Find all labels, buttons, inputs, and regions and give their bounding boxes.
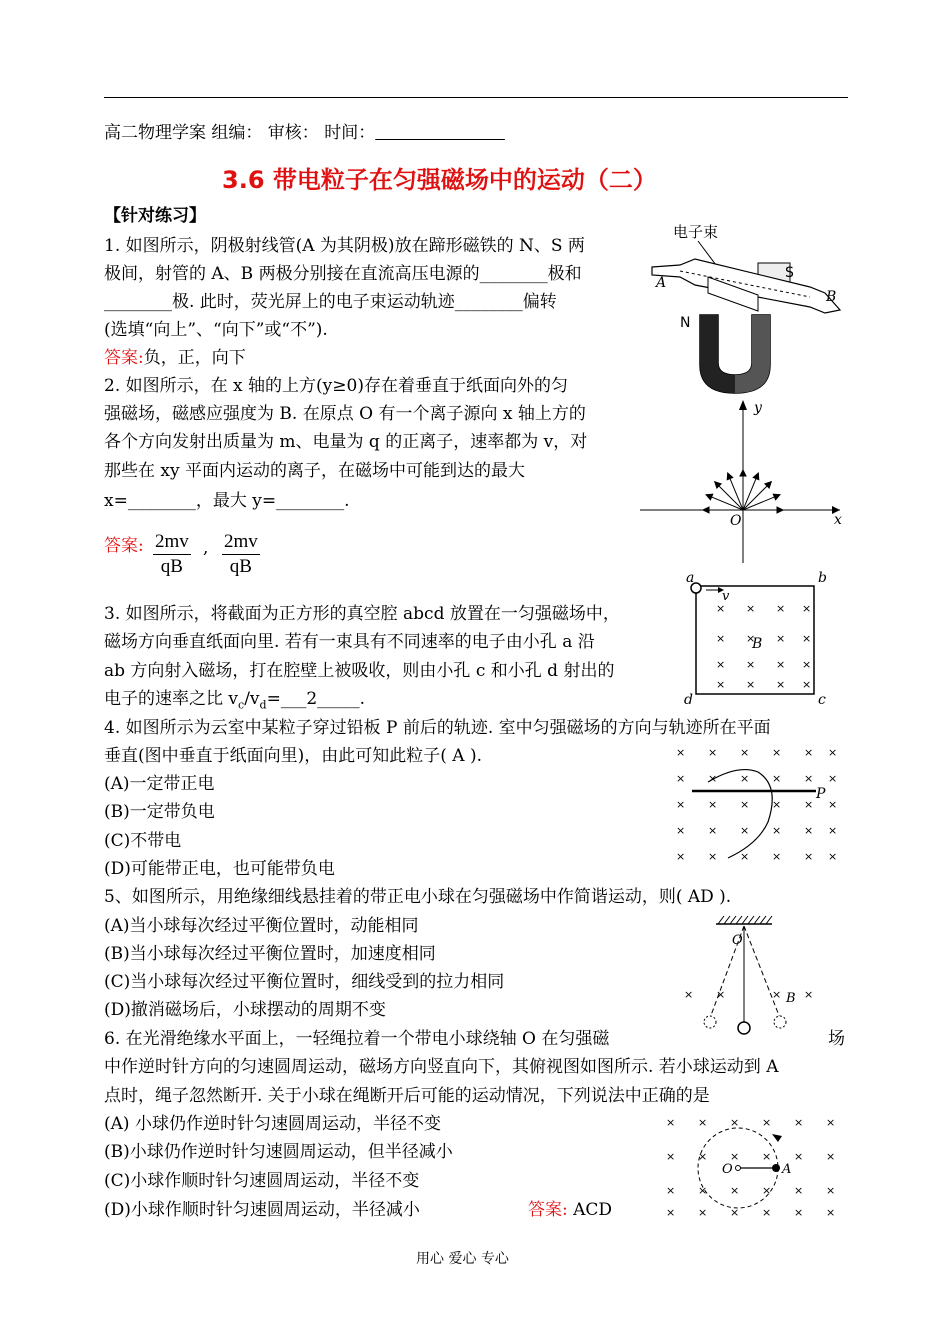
field-cross: × [676, 772, 686, 785]
field-cross: × [762, 1116, 772, 1129]
field-cross: × [804, 850, 814, 863]
label-O: O [732, 933, 743, 948]
answer-label: 答案: [104, 348, 144, 368]
q4-option-a: (A)一定带正电 [104, 774, 215, 794]
field-cross: × [666, 1206, 676, 1219]
label-P: P [816, 786, 826, 802]
label-d: d [684, 692, 693, 708]
q6-option-c: (C)小球作顺时针匀速圆周运动，半径不变 [104, 1171, 420, 1191]
field-cross: × [802, 602, 812, 615]
q2-line2: 强磁场，磁感应强度为 B. 在原点 O 有一个离子源向 x 轴上方的 [104, 404, 586, 424]
label-A: A [656, 275, 667, 291]
field-cross: × [740, 746, 750, 759]
field-cross: × [826, 1150, 836, 1163]
field-cross: × [794, 1116, 804, 1129]
page-footer: 用心 爱心 专心 [416, 1251, 509, 1267]
q3-line4: 电子的速率之比 $v_c/v_d=\_\_\_2\_\_\_\_\_$. [104, 689, 366, 712]
label-v: v [722, 589, 730, 604]
field-cross: × [746, 632, 756, 645]
header-time-blank [375, 123, 505, 143]
header-line: 高二物理学案 组编： 审核： 时间： [104, 123, 505, 143]
field-cross: × [746, 602, 756, 615]
field-cross: × [772, 746, 782, 759]
field-cross: × [698, 1116, 708, 1129]
field-cross: × [746, 678, 756, 691]
field-cross: × [826, 1206, 836, 1219]
field-cross: × [740, 824, 750, 837]
q5-option-b: (B)当小球每次经过平衡位置时，加速度相同 [104, 944, 436, 964]
label-N: N [680, 315, 691, 331]
page-title: 3.6 带电粒子在匀强磁场中的运动（二） [222, 166, 657, 194]
q1-line4: (选填“向上”、“向下”或“不”). [104, 320, 328, 340]
arrow-head [706, 494, 713, 500]
field-cross: × [776, 678, 786, 691]
field-cross: × [708, 798, 718, 811]
label-O: O [722, 1162, 733, 1177]
field-cross: × [828, 746, 838, 759]
q5-option-d: (D)撤消磁场后，小球摆动的周期不变 [104, 1000, 386, 1020]
q2-line1: 2. 如图所示，在 x 轴的上方(y≥0)存在着垂直于纸面向外的匀 [104, 376, 568, 396]
q4-option-d: (D)可能带正电，也可能带负电 [104, 859, 335, 879]
field-cross: × [740, 798, 750, 811]
field-cross: × [730, 1184, 740, 1197]
q6-line1a: 6. 在光滑绝缘水平面上，一轻绳拉着一个带电小球绕轴 O 在匀强磁 [104, 1029, 610, 1049]
q1-figure-crt-magnet [640, 215, 850, 395]
field-cross: × [762, 1206, 772, 1219]
label-beam: 电子束 [673, 223, 719, 241]
q3-line1: 3. 如图所示，将截面为正方形的真空腔 abcd 放置在一匀强磁场中， [104, 604, 620, 624]
field-cross: × [828, 850, 838, 863]
field-cross: × [666, 1150, 676, 1163]
field-cross: × [676, 746, 686, 759]
field-cross: × [802, 632, 812, 645]
q1-answer: 答案:负，正，向下 [104, 348, 246, 368]
field-cross: × [716, 632, 726, 645]
q2-line3: 各个方向发射出质量为 m、电量为 q 的正离子，速率都为 v，对 [104, 432, 588, 452]
field-cross: × [716, 988, 726, 1001]
section-heading: 【针对练习】 [104, 206, 206, 226]
q4-line2: 垂直(图中垂直于纸面向里)，由此可知此粒子( A ). [104, 746, 483, 766]
label-y: y [754, 400, 762, 416]
field-cross: × [684, 988, 694, 1001]
field-cross: × [716, 678, 726, 691]
label-B: B [826, 289, 837, 305]
field-cross: × [666, 1184, 676, 1197]
field-cross: × [828, 798, 838, 811]
q4-option-c: (C)不带电 [104, 831, 182, 851]
label-x: x [834, 512, 842, 528]
q3-line3: ab 方向射入磁场，打在腔壁上被吸收，则由小孔 c 和小孔 d 射出的 [104, 661, 615, 681]
field-cross: × [772, 988, 782, 1001]
label-B: B [752, 636, 763, 652]
field-cross: × [708, 772, 718, 785]
field-cross: × [708, 824, 718, 837]
q1-line1: 1. 如图所示，阴极射线管(A 为其阴极)放在蹄形磁铁的 N、S 两 [104, 236, 585, 256]
q2-line4: 那些在 xy 平面内运动的离子，在磁场中可能到达的最大 [104, 461, 525, 481]
field-cross: × [676, 824, 686, 837]
label-c: c [818, 692, 826, 708]
field-cross: × [716, 602, 726, 615]
field-cross: × [794, 1150, 804, 1163]
field-cross: × [708, 850, 718, 863]
field-cross: × [776, 602, 786, 615]
field-cross: × [804, 772, 814, 785]
label-S: S [785, 265, 794, 281]
field-cross: × [804, 798, 814, 811]
field-cross: × [716, 658, 726, 671]
q1-line3: ________极. 此时，荧光屏上的电子束运动轨迹________偏转 [104, 292, 557, 312]
q4-option-b: (B)一定带负电 [104, 802, 215, 822]
field-cross: × [772, 824, 782, 837]
q2-answer-label: 答案: [104, 536, 144, 556]
q6-option-b: (B)小球仍作逆时针匀速圆周运动，但半径减小 [104, 1142, 453, 1162]
q2-answer-fraction-1: $\frac{2mv}{qB}$ [155, 531, 189, 577]
q5-line1: 5、如图所示，用绝缘细线悬挂着的带正电小球在匀强磁场中作简谐运动，则( AD ). [104, 887, 732, 907]
field-cross: × [826, 1116, 836, 1129]
field-cross: × [776, 658, 786, 671]
q3-line2: 磁场方向垂直纸面向里. 若有一束具有不同速率的电子由小孔 a 沿 [104, 632, 595, 652]
q6-line1b: 场 [828, 1029, 845, 1049]
answer-label: 答案: [528, 1200, 568, 1220]
field-cross: × [698, 1150, 708, 1163]
q1-line2: 极间，射管的 A、B 两极分别接在直流高压电源的________极和 [104, 264, 582, 284]
label-a: a [686, 570, 695, 586]
field-cross: × [762, 1150, 772, 1163]
q5-option-c: (C)当小球每次经过平衡位置时，细线受到的拉力相同 [104, 972, 505, 992]
q6-answer: 答案: ACD [528, 1200, 613, 1220]
arrow-head [740, 470, 746, 476]
field-cross: × [828, 824, 838, 837]
field-cross: × [794, 1206, 804, 1219]
field-cross: × [804, 824, 814, 837]
arrow-head [703, 507, 709, 513]
q4-figure-cloud-chamber [668, 742, 843, 867]
arrow-head [727, 473, 733, 480]
q6-option-d: (D)小球作顺时针匀速圆周运动，半径减小 [104, 1200, 420, 1220]
field-cross: × [730, 1116, 740, 1129]
field-cross: × [730, 1206, 740, 1219]
q6-figure-circular-motion [658, 1112, 848, 1222]
field-cross: × [762, 1184, 772, 1197]
q6-option-a: (A) 小球仍作逆时针匀速圆周运动，半径不变 [104, 1114, 441, 1134]
field-cross: × [794, 1184, 804, 1197]
field-cross: × [772, 772, 782, 785]
field-cross: × [698, 1184, 708, 1197]
field-cross: × [776, 632, 786, 645]
field-cross: × [772, 850, 782, 863]
field-cross: × [802, 678, 812, 691]
q2-line5: x=________，最大 y=________. [104, 491, 350, 511]
field-cross: × [826, 1184, 836, 1197]
field-cross: × [676, 798, 686, 811]
q2-answer-comma: , [203, 538, 209, 558]
field-cross: × [802, 658, 812, 671]
label-b: b [818, 570, 827, 586]
q5-figure-pendulum [676, 914, 816, 1039]
q6-line2: 中作逆时针方向的匀速圆周运动，磁场方向竖直向下，其俯视图如图所示. 若小球运动到 A [104, 1057, 779, 1077]
field-cross: × [804, 988, 814, 1001]
field-cross: × [804, 746, 814, 759]
field-cross: × [730, 1150, 740, 1163]
field-cross: × [666, 1116, 676, 1129]
field-cross: × [828, 772, 838, 785]
field-cross: × [708, 746, 718, 759]
label-B: B [786, 991, 796, 1006]
field-cross: × [746, 658, 756, 671]
q3-figure-square-cavity [680, 568, 840, 708]
q2-answer-fraction-2: $\frac{2mv}{qB}$ [224, 531, 258, 577]
field-cross: × [740, 850, 750, 863]
label-O: O [730, 513, 742, 529]
arrow-head [773, 494, 780, 500]
field-cross: × [676, 850, 686, 863]
q4-line1: 4. 如图所示为云室中某粒子穿过铅板 P 前后的轨迹. 室中匀强磁场的方向与轨迹所在平面 [104, 718, 771, 738]
field-cross: × [772, 798, 782, 811]
top-rule [104, 97, 848, 98]
arrow-head [753, 473, 759, 480]
arrow-head [777, 507, 783, 513]
field-cross: × [740, 772, 750, 785]
q6-line3: 点时，绳子忽然断开. 关于小球在绳断开后可能的运动情况，下列说法中正确的是 [104, 1086, 710, 1106]
q5-option-a: (A)当小球每次经过平衡位置时，动能相同 [104, 916, 419, 936]
label-A: A [782, 1162, 792, 1177]
field-cross: × [698, 1206, 708, 1219]
q2-figure-axes [640, 398, 850, 563]
